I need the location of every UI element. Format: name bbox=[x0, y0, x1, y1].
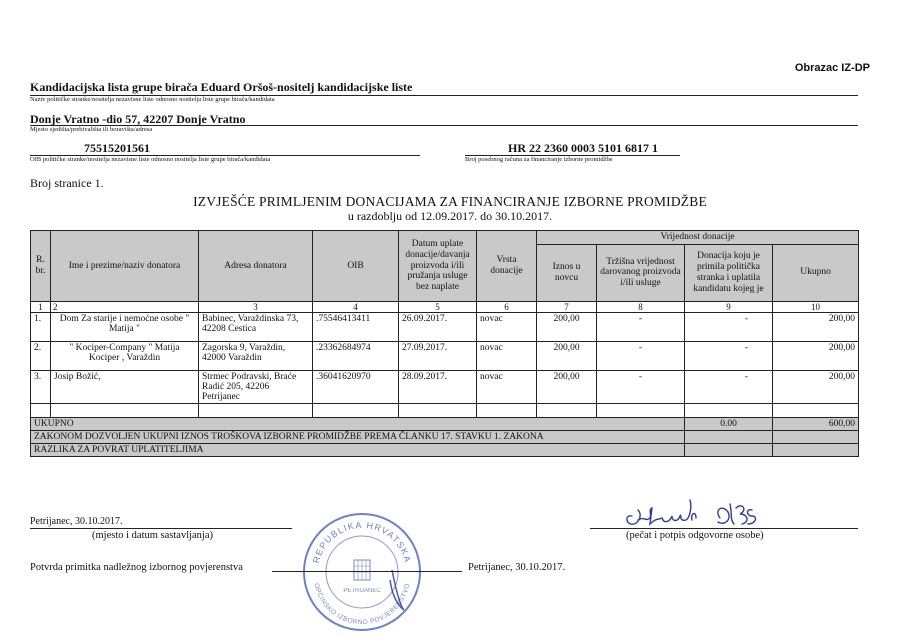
refund-row bbox=[31, 443, 859, 456]
form-id: Obrazac IZ-DP bbox=[794, 62, 870, 74]
column-number: 1 bbox=[31, 301, 51, 312]
table-row bbox=[31, 370, 859, 403]
col-header-market: Tržišna vrijednost darovanog proizvoda i/ili usluge bbox=[597, 244, 685, 301]
cell-market: - bbox=[597, 370, 685, 403]
total-label: UKUPNO bbox=[31, 417, 685, 430]
cell-oib: .36041620970 bbox=[313, 370, 399, 403]
report-title: IZVJEŠĆE PRIMLJENIM DONACIJAMA ZA FINANCIRANJE IZBORNE PROMIDŽBE bbox=[193, 194, 707, 209]
column-number: 5 bbox=[399, 301, 477, 312]
column-number: 9 bbox=[685, 301, 773, 312]
col-header-party: Donacija koju je primila politička stranka i uplatila kandidatu kojeg je bbox=[685, 244, 773, 301]
cell-type: novac bbox=[477, 370, 537, 403]
column-number: 4 bbox=[313, 301, 399, 312]
receipt-place-date: Petrijanec, 30.10.2017. bbox=[468, 562, 566, 573]
cell-cash: 200,00 bbox=[537, 370, 597, 403]
stamp-caption: (pečat i potpis odgovorne osobe) bbox=[626, 530, 764, 541]
col-header-date: Datum uplate donacije/davanja proizvoda i/ili pružanja usluge bez naplate bbox=[399, 231, 477, 302]
divider bbox=[30, 125, 858, 126]
column-number: 3 bbox=[199, 301, 313, 312]
divider bbox=[272, 571, 462, 572]
col-header-cash: Iznos u novcu bbox=[537, 244, 597, 301]
official-stamp bbox=[300, 510, 424, 634]
cell-oib: .23362684974 bbox=[313, 341, 399, 370]
list-name: Kandidacijska lista grupe birača Eduard Oršoš-nositelj kandidacijske liste bbox=[30, 80, 413, 94]
table-row bbox=[31, 312, 859, 341]
donations-table bbox=[30, 230, 859, 457]
column-number: 2 bbox=[51, 301, 199, 312]
receipt-label: Potvrda primitka nadležnog izbornog povjerenstva bbox=[30, 562, 243, 573]
cell-cash: 200,00 bbox=[537, 341, 597, 370]
cell-type: novac bbox=[477, 341, 537, 370]
cell-donor-name: Josip Božić, bbox=[51, 370, 199, 403]
cell-total: 200,00 bbox=[773, 312, 859, 341]
col-header-oib: OIB bbox=[313, 231, 399, 302]
cell-party: - bbox=[685, 312, 773, 341]
legal-limit-row bbox=[31, 430, 859, 443]
total-party: 0.00 bbox=[685, 417, 773, 430]
account-caption: Broj posebnog računa za financiranje izborne promidžbe bbox=[465, 156, 613, 163]
address-caption: Mjesto sjedišta/prebivališta ili boravišta/adresa bbox=[30, 126, 153, 133]
col-header-value-group: Vrijednost donacije bbox=[537, 231, 859, 245]
cell-party: - bbox=[685, 370, 773, 403]
column-number: 7 bbox=[537, 301, 597, 312]
place-date-caption: (mjesto i datum sastavljanja) bbox=[92, 530, 214, 541]
cell-type: novac bbox=[477, 312, 537, 341]
cell-date: 27.09.2017. bbox=[399, 341, 477, 370]
column-number-row bbox=[31, 301, 859, 312]
report-period: u razdoblju od 12.09.2017. do 30.10.2017. bbox=[347, 209, 553, 223]
cell-donor-name: " Kociper-Company " Matija Kociper , Varaždin bbox=[51, 341, 199, 370]
handwritten-signature bbox=[620, 496, 790, 532]
cell-donor-address: Zagorska 9, Varaždin, 42000 Varaždin bbox=[199, 341, 313, 370]
cell-total: 200,00 bbox=[773, 370, 859, 403]
table-header-row bbox=[31, 231, 859, 245]
col-header-type: Vrsta donacije bbox=[477, 231, 537, 302]
cell-date: 28.09.2017. bbox=[399, 370, 477, 403]
cell-rb: 3. bbox=[31, 370, 51, 403]
cell-rb: 2. bbox=[31, 341, 51, 370]
cell-rb: 1. bbox=[31, 312, 51, 341]
oib: 75515201561 bbox=[84, 141, 150, 155]
total-sum: 600,00 bbox=[773, 417, 859, 430]
svg-text:REPUBLIKA HRVATSKA: REPUBLIKA HRVATSKA bbox=[310, 519, 414, 565]
cell-total: 200,00 bbox=[773, 341, 859, 370]
svg-text:OPĆINSKO IZBORNO POVJERENSTVO: OPĆINSKO IZBORNO POVJERENSTVO bbox=[312, 582, 412, 627]
column-number: 10 bbox=[773, 301, 859, 312]
table-row-empty bbox=[31, 403, 859, 417]
cell-donor-name: Dom Za starije i nemoćne osobe " Matija " bbox=[51, 312, 199, 341]
table-row bbox=[31, 341, 859, 370]
col-header-address: Adresa donatora bbox=[199, 231, 313, 302]
address: Donje Vratno -dio 57, 42207 Donje Vratno bbox=[30, 112, 246, 126]
cell-party: - bbox=[685, 341, 773, 370]
cell-market: - bbox=[597, 312, 685, 341]
cell-oib: .75546413411 bbox=[313, 312, 399, 341]
page-number: Broj stranice 1. bbox=[30, 176, 104, 190]
divider bbox=[590, 528, 858, 529]
list-name-caption: Naziv političke stranke/nositelja nezavisne liste odnosno nositelja liste grupe birača/kandidata bbox=[30, 96, 275, 103]
cell-donor-address: Babinec, Varaždinska 73, 42208 Cestica bbox=[199, 312, 313, 341]
coat-of-arms-icon bbox=[354, 560, 370, 580]
column-number: 8 bbox=[597, 301, 685, 312]
cell-market: - bbox=[597, 341, 685, 370]
refund-label: RAZLIKA ZA POVRAT UPLATITELJIMA bbox=[31, 443, 685, 456]
legal-limit-label: ZAKONOM DOZVOLJEN UKUPNI IZNOS TROŠKOVA IZBORNE PROMIDŽBE PREMA ČLANKU 17. STAVKU 1. ZAKONA bbox=[31, 430, 685, 443]
svg-text:PETRIJANEC: PETRIJANEC bbox=[343, 588, 381, 594]
account-number: HR 22 2360 0003 5101 6817 1 bbox=[508, 141, 658, 155]
place-date: Petrijanec, 30.10.2017. bbox=[30, 516, 123, 527]
column-number: 6 bbox=[477, 301, 537, 312]
col-header-total: Ukupno bbox=[773, 244, 859, 301]
cell-cash: 200,00 bbox=[537, 312, 597, 341]
divider bbox=[30, 528, 292, 529]
col-header-rb: R. br. bbox=[31, 231, 51, 302]
cell-date: 26.09.2017. bbox=[399, 312, 477, 341]
col-header-name: Ime i prezime/naziv donatora bbox=[51, 231, 199, 302]
oib-caption: OIB političke stranke/nositelja nezavisne liste odnosno nositelja liste grupe birača/kandidata bbox=[30, 156, 271, 163]
cell-donor-address: Strmec Podravski, Braće Radić 205, 42206 Petrijanec bbox=[199, 370, 313, 403]
total-row bbox=[31, 417, 859, 430]
